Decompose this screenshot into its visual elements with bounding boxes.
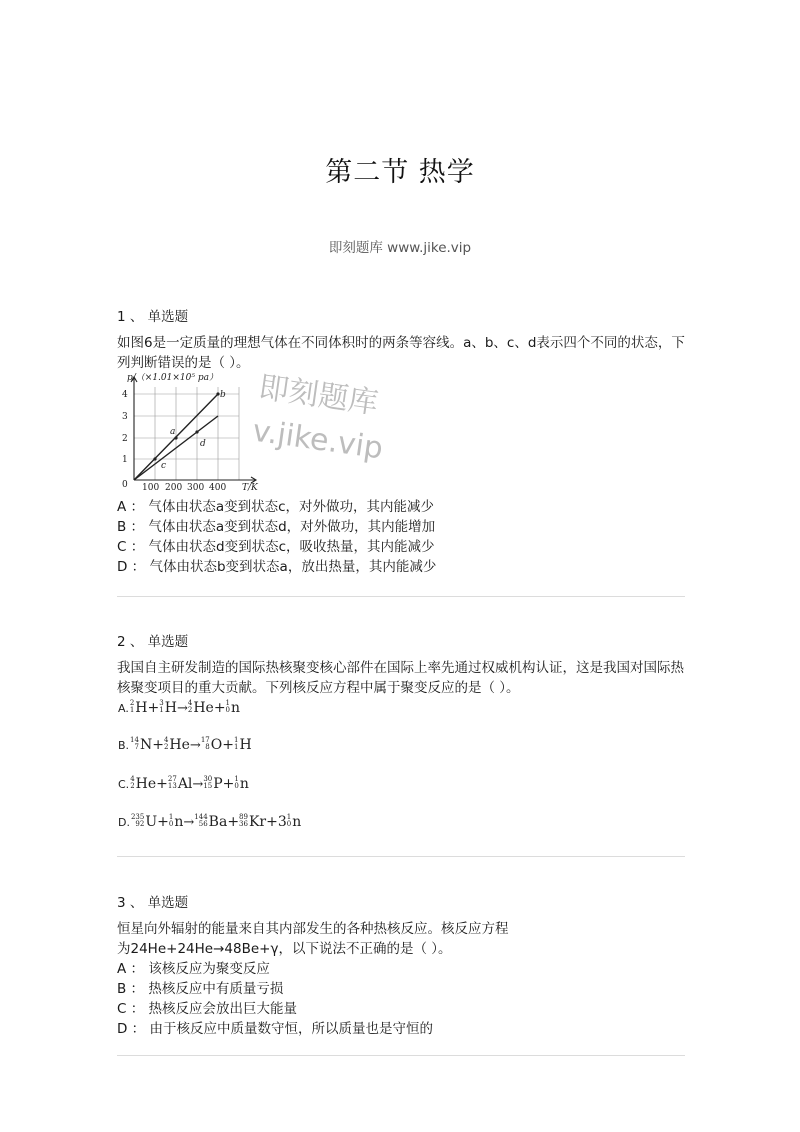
mass-number: 1 (233, 736, 239, 744)
atomic-number: 1 (159, 706, 164, 714)
divider (117, 856, 685, 857)
graph-ytick: 2 (122, 434, 128, 444)
nuclide (201, 737, 222, 753)
nuclide (226, 700, 241, 716)
option-label: A. (118, 702, 129, 715)
nuclide (168, 776, 193, 792)
element-symbol: Al (177, 776, 193, 792)
mass-number: 30 (203, 775, 213, 783)
mass-number: 4 (130, 775, 135, 783)
option-b[interactable]: B ： 热核反应中有质量亏损 (117, 981, 284, 997)
atomic-number: 13 (167, 782, 177, 790)
atomic-number: 2 (130, 782, 135, 790)
atomic-number: 0 (168, 820, 174, 828)
mass-number: 1 (286, 813, 292, 821)
nuclide (130, 737, 152, 753)
option-a[interactable] (118, 700, 240, 716)
graph-ytick: 4 (122, 390, 128, 400)
nuclide (188, 700, 214, 716)
plus-sign: + (157, 814, 169, 830)
nuclide (194, 814, 227, 830)
question-1-options (117, 497, 687, 577)
nuclide (131, 814, 157, 830)
nuclide (159, 700, 177, 716)
page-subtitle: 即刻题库 www.jike.vip (328, 240, 472, 256)
element-symbol: U (145, 814, 158, 830)
question-stem: 如图6是一定质量的理想气体在不同体积时的两条等容线。a、b、c、d表示四个不同的状态，下列判断错误的是（ ）。 (117, 335, 685, 371)
reaction-arrow: → (183, 815, 195, 830)
option-c[interactable]: C ： 气体由状态d变到状态c，吸收热量，其内能减少 (117, 539, 435, 555)
question-header: 1 、 单选题 (117, 309, 189, 325)
element-symbol: n (174, 814, 184, 830)
option-d[interactable] (118, 814, 301, 830)
question-header: 3 、 单选题 (117, 895, 189, 911)
option-a[interactable]: A ： 该核反应为聚变反应 (117, 961, 270, 977)
element-symbol: n (239, 776, 249, 792)
mass-number: 27 (167, 775, 177, 783)
graph-xtick: 100 (142, 483, 160, 491)
graph-ylabel: p/（×1.01×10⁵ pa） (127, 373, 218, 383)
nuclide (130, 700, 148, 716)
atomic-number: 7 (134, 743, 139, 751)
plus-sign: + (152, 737, 164, 753)
reaction-arrow: → (192, 777, 204, 792)
mass-number: 1 (225, 699, 231, 707)
plus-sign: + (156, 776, 168, 792)
option-d[interactable]: D ： 由于核反应中质量数守恒，所以质量也是守恒的 (117, 1021, 433, 1037)
mass-number: 89 (239, 813, 248, 821)
element-symbol: He (193, 700, 214, 716)
nuclide (164, 737, 190, 753)
nuclide (287, 814, 302, 830)
graph-xtick: 300 (187, 483, 205, 491)
plus-sign: + (213, 700, 226, 716)
question-3 (117, 893, 687, 1039)
atomic-number: 2 (163, 743, 169, 751)
watermark: 即刻题库 v.jike.vip (250, 369, 386, 467)
graph-xlabel: T/K (242, 483, 258, 491)
graph-xtick: 200 (165, 483, 183, 491)
option-d[interactable]: D ： 气体由状态b变到状态a，放出热量，其内能减少 (117, 559, 437, 575)
plus-sign: + (227, 814, 240, 830)
option-label: B. (118, 739, 130, 752)
question-2 (117, 632, 687, 698)
atomic-number: 0 (225, 706, 231, 714)
question-stem-line-1: 恒星向外辐射的能量来自其内部发生的各种热核反应。核反应方程 (117, 921, 509, 937)
question-stem: 我国自主研发制造的国际热核聚变核心部件在国际上率先通过权威机构认证，这是我国对国际热核聚变项目的重大贡献。下列核反应方程中属于聚变反应的是（ ）。 (117, 660, 684, 696)
element-symbol: Ba (208, 814, 228, 830)
divider (117, 1055, 685, 1056)
pressure-temperature-graph (119, 373, 269, 491)
nuclide (203, 776, 222, 792)
option-b[interactable] (118, 737, 252, 753)
element-symbol: H (135, 700, 148, 716)
plus-sign: +3 (266, 814, 287, 830)
atomic-number: 1 (129, 706, 135, 714)
atomic-number: 92 (135, 820, 145, 828)
mass-number: 235 (130, 813, 145, 821)
plus-sign: + (222, 737, 234, 753)
question-1 (117, 307, 687, 373)
graph-point-a: a (170, 427, 176, 437)
page-title: 第二节 热学 (325, 157, 475, 188)
question-header: 2 、 单选题 (117, 634, 189, 650)
mass-number: 4 (187, 699, 193, 707)
element-symbol: H (239, 737, 252, 753)
question-stem-line-2: 为24He+24He→48Be+γ，以下说法不正确的是（ ）。 (117, 941, 452, 957)
reaction-arrow: → (176, 701, 188, 716)
graph-point-d: d (200, 439, 206, 449)
mass-number: 144 (194, 813, 208, 821)
atomic-number: 56 (198, 820, 208, 828)
graph-xtick: 400 (209, 483, 227, 491)
nuclide (234, 737, 252, 753)
mass-number: 1 (168, 813, 174, 821)
option-c[interactable] (118, 776, 249, 792)
graph-ytick: 3 (122, 412, 128, 422)
mass-number: 1 (234, 775, 239, 783)
graph-ytick: 1 (122, 455, 128, 465)
reaction-arrow: → (189, 738, 201, 753)
element-symbol: He (135, 776, 157, 792)
mass-number: 17 (200, 736, 210, 744)
element-symbol: H (164, 700, 177, 716)
element-symbol: He (169, 737, 190, 753)
element-symbol: n (292, 814, 302, 830)
element-symbol: O (210, 737, 223, 753)
divider (117, 596, 685, 597)
atomic-number: 2 (187, 706, 193, 714)
element-symbol: Kr (248, 814, 267, 830)
element-symbol: N (139, 737, 153, 753)
element-symbol: P (213, 776, 223, 792)
atomic-number: 0 (286, 820, 292, 828)
plus-sign: + (147, 700, 160, 716)
element-symbol: n (231, 700, 241, 716)
atomic-number: 8 (205, 743, 210, 751)
atomic-number: 15 (203, 782, 213, 790)
option-b[interactable]: B ： 气体由状态a变到状态d，对外做功，其内能增加 (117, 519, 436, 535)
mass-number: 14 (130, 736, 139, 744)
plus-sign: + (222, 776, 235, 792)
nuclide (239, 814, 266, 830)
mass-number: 3 (159, 699, 164, 707)
mass-number: 4 (163, 736, 169, 744)
option-a[interactable]: A ： 气体由状态a变到状态c，对外做功，其内能减少 (117, 499, 435, 515)
atomic-number: 1 (233, 743, 239, 751)
option-label: C. (118, 778, 130, 791)
option-label: D. (118, 816, 130, 829)
option-c[interactable]: C ： 热核反应会放出巨大能量 (117, 1001, 298, 1017)
nuclide (169, 814, 184, 830)
graph-point-c: c (161, 461, 167, 471)
nuclide (130, 776, 156, 792)
mass-number: 2 (129, 699, 135, 707)
graph-point-b: b (220, 390, 226, 400)
atomic-number: 0 (234, 782, 239, 790)
atomic-number: 36 (239, 820, 248, 828)
nuclide (234, 776, 249, 792)
graph-origin: 0 (122, 480, 128, 490)
